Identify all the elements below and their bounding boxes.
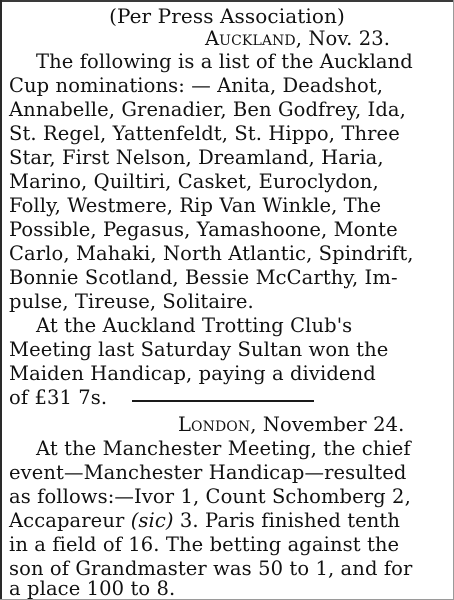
horse-name: Accapareur [9,509,125,532]
dateline-date: Nov. 23. [308,27,391,50]
body-line: Maiden Handicap, paying a dividend [9,362,376,385]
body-line: Star, First Nelson, Dreamland, Haria, [9,146,384,169]
body-line: Bonnie Scotland, Bessie McCarthy, Im- [9,266,398,289]
body-line: in a field of 16. The betting against the [9,533,400,556]
body-line: as follows:—Ivor 1, Count Schomberg 2, [9,485,411,508]
dateline-london [178,413,448,437]
agency-heading: (Per Press Association) [109,4,345,28]
body-line: event—Manchester Handicap—resulted [9,461,407,484]
line-text: 3. Paris finished tenth [179,509,401,532]
frame-edge-top [0,0,454,2]
body-line: Annabelle, Grenadier, Ben Godfrey, Ida, [9,98,406,121]
body-line: The following is a list of the Auckland [36,50,413,73]
body-line: a place 100 to 8. [9,577,176,600]
body-line: Marino, Quiltiri, Casket, Euroclydon, [9,170,379,193]
section-divider-rule [132,400,314,402]
frame-edge-left [0,0,2,600]
dateline-place: Auckland, [205,27,303,50]
body-line: pulse, Tireuse, Solitaire. [9,290,254,313]
body-line [9,509,454,533]
dateline-auckland [205,27,445,51]
body-line: At the Auckland Trotting Club's [36,314,353,337]
body-line: St. Regel, Yattenfeldt, St. Hippo, Three [9,122,400,145]
body-line: Meeting last Saturday Sultan won the [9,338,389,361]
sic-note: (sic) [130,509,174,532]
dateline-place: London, [178,413,257,436]
body-line: Folly, Westmere, Rip Van Winkle, The [9,194,382,217]
body-line: Possible, Pegasus, Yamashoone, Monte [9,218,398,241]
body-line: son of Grandmaster was 50 to 1, and for [9,557,413,580]
dateline-date: November 24. [262,413,405,436]
body-line: of £31 7s. [9,386,108,409]
body-line: Cup nominations: — Anita, Deadshot, [9,74,384,97]
body-line: At the Manchester Meeting, the chief [36,437,411,460]
body-line: Carlo, Mahaki, North Atlantic, Spindrift, [9,242,414,265]
